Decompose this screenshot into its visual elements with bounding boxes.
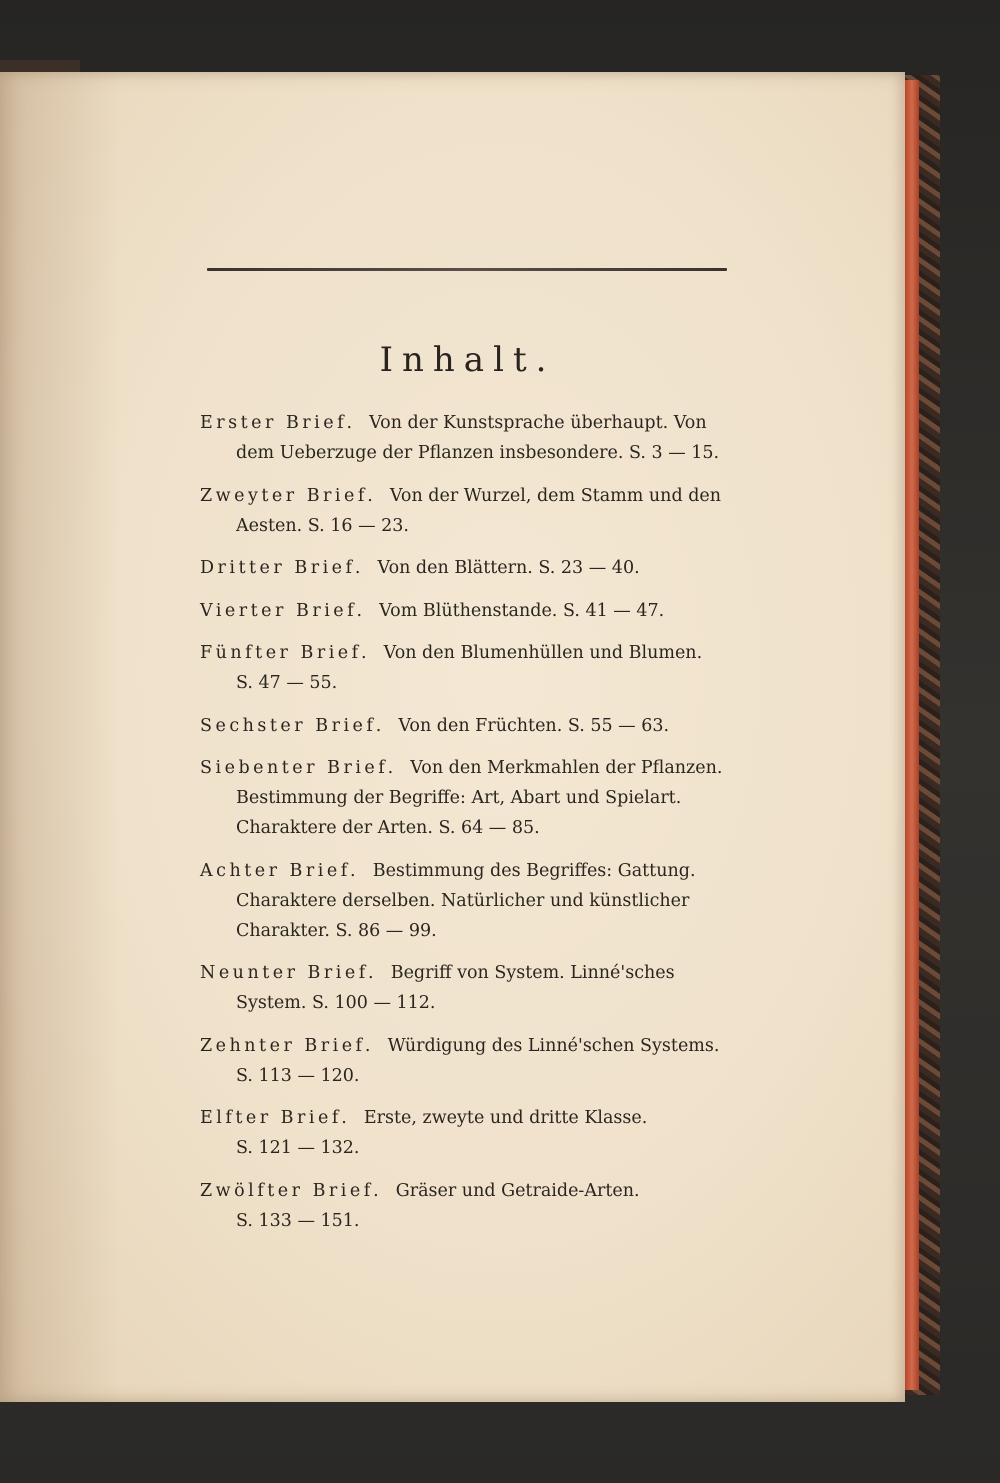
entry-pages: S. 47 — 55. xyxy=(236,673,338,693)
toc-entry xyxy=(200,1176,735,1236)
entry-text: Von den Blättern. xyxy=(377,558,533,578)
toc-entry xyxy=(200,638,735,698)
decorative-rule xyxy=(207,268,727,271)
entry-label: Zweyter Brief. xyxy=(200,485,377,506)
entry-label: Neunter Brief. xyxy=(200,963,378,983)
entry-text: Von den Merkmahlen der Pflanzen. Bestimmung der Begriffe: Art, Abart und Spielart. Charaktere der Arten. xyxy=(236,758,723,838)
entry-text: Bestimmung des Begriffes: Gattung. Charaktere derselben. Natürlicher und künstlicher Charakter. xyxy=(236,860,696,941)
toc-entry xyxy=(200,408,735,468)
toc-entry xyxy=(200,856,735,946)
entry-text: Erste, zweyte und dritte Klasse. xyxy=(363,1108,648,1128)
page-title: Inhalt. xyxy=(379,340,556,380)
entry-label: Sechster Brief. xyxy=(200,715,385,736)
entry-text: Gräser und Getraide-Arten. xyxy=(395,1180,640,1201)
red-page-edge xyxy=(905,80,919,1390)
entry-label: Erster Brief. xyxy=(200,413,356,433)
entry-pages: S. 86 — 99. xyxy=(335,920,437,941)
entry-pages: S. 113 — 120. xyxy=(236,1065,360,1086)
entry-label: Vierter Brief. xyxy=(200,600,366,621)
toc-entry xyxy=(200,1031,735,1091)
entry-pages: S. 64 — 85. xyxy=(438,818,540,838)
entry-label: Achter Brief. xyxy=(200,860,360,881)
entry-text: Würdigung des Linné'schen Systems. xyxy=(387,1035,720,1056)
entry-pages: S. 133 — 151. xyxy=(236,1210,360,1231)
toc-entry xyxy=(200,753,735,843)
entry-label: Elfter Brief. xyxy=(200,1108,351,1128)
toc-entry xyxy=(200,553,735,583)
entry-pages: S. 121 — 132. xyxy=(236,1138,360,1158)
toc-entry xyxy=(200,958,735,1018)
book-page xyxy=(0,72,905,1402)
entry-pages: S. 23 — 40. xyxy=(538,558,640,578)
toc-entry xyxy=(200,596,735,626)
entry-pages: S. 3 — 15. xyxy=(629,443,720,463)
entry-label: Fünfter Brief. xyxy=(200,643,371,663)
entry-pages: S. 41 — 47. xyxy=(562,600,665,621)
table-of-contents xyxy=(200,408,735,1248)
entry-text: Von den Blumenhüllen und Blumen. xyxy=(383,643,703,663)
entry-text: Von der Kunstsprache überhaupt. Von dem Ueberzuge der Pflanzen insbesondere. xyxy=(236,413,707,463)
entry-pages: S. 16 — 23. xyxy=(307,515,409,536)
entry-label: Dritter Brief. xyxy=(200,558,364,578)
entry-label: Zehnter Brief. xyxy=(200,1035,374,1056)
entry-text: Vom Blüthenstande. xyxy=(379,600,558,621)
toc-entry xyxy=(200,1103,735,1163)
entry-text: Von der Wurzel, dem Stamm und den Aesten. xyxy=(236,485,722,536)
entry-text: Begriff von System. Linné'sches System. xyxy=(236,963,675,1013)
entry-label: Zwölfter Brief. xyxy=(200,1180,383,1201)
entry-pages: S. 55 — 63. xyxy=(567,715,670,736)
entry-text: Von den Früchten. xyxy=(398,715,563,736)
entry-label: Siebenter Brief. xyxy=(200,758,397,778)
toc-entry xyxy=(200,711,735,741)
toc-entry xyxy=(200,481,735,541)
entry-pages: S. 100 — 112. xyxy=(311,993,436,1013)
